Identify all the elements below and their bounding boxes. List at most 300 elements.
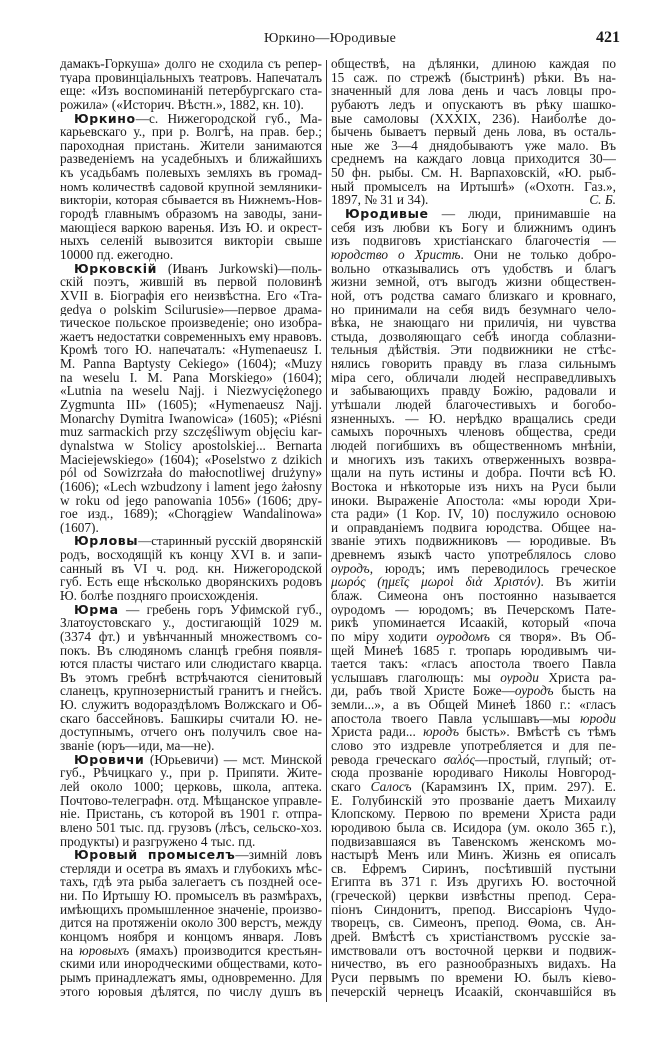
text-run: Руси первымъ по времени Ю. былъ кіево- <box>331 970 616 985</box>
italic-term: σαλός <box>443 752 475 767</box>
text-run: ся творя». Въ Об- <box>489 629 616 644</box>
text-line <box>331 234 616 248</box>
text-line <box>331 330 616 344</box>
text-line <box>331 821 616 835</box>
text-run: юродивою была св. Исидора (ум. около 365 г.), <box>331 820 616 835</box>
text-run: покъ. Въ слюдяномъ сланцѣ гребня появля- <box>60 643 322 658</box>
text-run: (Иванъ Jurkowski)—поль- <box>156 261 322 276</box>
text-run: доступнымъ, отчего онъ получилъ свое на- <box>60 725 322 740</box>
text-run: этого юровыя дѣлятся, по числу душъ въ <box>60 984 322 999</box>
text-line <box>60 466 322 480</box>
entry-headword-line <box>60 753 322 767</box>
text-line <box>60 343 322 357</box>
text-line <box>60 439 322 453</box>
entry-headword-line <box>60 603 322 617</box>
text-run: имѣющихъ промышленное значеніе, произво- <box>60 902 322 917</box>
text-line <box>60 807 322 821</box>
text-run: сланецъ, крупнозернистый гранитъ и гнейсъ. <box>60 684 322 699</box>
text-line <box>60 412 322 426</box>
text-run: —с. Нижегородской губ., Ма- <box>135 111 322 126</box>
text-line <box>60 357 322 371</box>
text-run: — гребень горъ Уфимской губ., <box>118 602 322 617</box>
text-run: званіе (юръ—иди, ма—не). <box>60 739 215 753</box>
text-run: вѣка, не знающаго ни приличія, ни чувства <box>331 316 616 330</box>
text-line <box>60 221 322 235</box>
text-line <box>60 835 322 849</box>
text-line <box>331 589 616 603</box>
text-run: карьевскаго у., при р. Волгѣ, на прав. бер.; <box>60 125 322 139</box>
text-run: ничество, въ его разнообразныхъ видахъ. На <box>331 957 616 971</box>
entry-headword: Юрловы <box>74 534 139 549</box>
text-run: губ. Есть еще нѣсколько дворянскихъ родовъ <box>60 575 322 589</box>
text-line <box>331 848 616 862</box>
text-line <box>60 712 322 726</box>
text-line <box>60 862 322 876</box>
text-line <box>331 507 616 521</box>
text-run: печерскій чернецъ Исаакій, скончавшійся въ <box>331 984 616 999</box>
text-run: Востока и нѣкоторые изъ нихъ на Руси были <box>331 479 616 494</box>
text-run: ревода греческаго <box>331 752 444 767</box>
text-line <box>331 275 616 289</box>
text-run: бысть на <box>553 684 616 699</box>
text-run: щей Минеѣ 1685 г. тропарь юродивымъ чи- <box>331 643 616 658</box>
text-run: званіе этихъ подвижниковъ — юродивые. Въ <box>331 534 616 549</box>
text-line <box>60 875 322 889</box>
text-run: 15 саж. по стрежѣ (быстринѣ) рѣки. Въ на- <box>331 70 616 85</box>
text-line <box>331 480 616 494</box>
running-title: Юркино—Юродивые <box>263 31 397 46</box>
entry-headword: Юрма <box>74 602 119 617</box>
text-run: и оправданіемъ подвига юродства. Общее на- <box>331 520 616 535</box>
text-line <box>60 903 322 917</box>
text-run: значенный для лова день и часъ ловцы про- <box>331 84 616 98</box>
text-run: Monarchy Dymitra Iwanowica» (1605); «Piésni <box>60 411 322 426</box>
text-run: на <box>60 943 80 958</box>
entry-headword-line <box>60 262 322 276</box>
text-run: санный въ VI ч. род. кн. Нижегородской <box>60 561 322 576</box>
text-line <box>331 439 616 453</box>
text-line <box>331 862 616 876</box>
text-line <box>60 139 322 153</box>
text-run: міра сего, обличали людей несправедливыхъ <box>331 370 616 385</box>
text-line <box>331 807 616 821</box>
text-line <box>331 903 616 917</box>
text-run: XVII в. Біографія его неизвѣстна. Его «Tra- <box>60 288 322 303</box>
text-line <box>60 985 322 999</box>
text-line <box>331 548 616 562</box>
entry-headword-line <box>60 534 322 548</box>
text-run: древнемъ языкѣ часто употреблялось слово <box>331 548 616 562</box>
text-run: мающіеся варкою варенья. Изъ Ю. и окрест- <box>60 220 322 235</box>
text-run: рикѣ упоминается Исаакій, который «поча <box>331 616 616 630</box>
text-run: ные же 3—4 днядобываютъ уже мало. Въ <box>331 138 616 153</box>
italic-term: Салосъ <box>370 779 412 794</box>
text-line <box>331 944 616 958</box>
text-line <box>60 739 322 753</box>
text-run: (ямахъ) производится крестьян- <box>129 943 322 958</box>
text-line <box>60 57 322 71</box>
italic-term: μωρός (ημεῖς μωροὶ διὰ Χριστόν) <box>331 575 541 589</box>
text-run: сюда прозваніе юродиваго Николы Новгород- <box>331 766 616 780</box>
text-line <box>60 507 322 521</box>
text-line <box>331 985 616 999</box>
text-line <box>60 548 322 562</box>
left-column <box>60 57 322 998</box>
entry-headword: Юрковскій <box>74 261 157 276</box>
text-run: w roku od jego panowania 1056» (1606; дру- <box>60 493 322 508</box>
text-line <box>331 180 616 194</box>
entry-headword: Юровый промыселъ <box>74 848 236 862</box>
text-line <box>331 794 616 808</box>
text-run: Maciejewskiego» (1604); «Poselstwo z dzikich <box>60 452 322 467</box>
text-line <box>331 562 616 576</box>
text-run: дрей. Вмѣстѣ съ христіанствомъ русскіе за- <box>331 930 616 944</box>
text-run: самыхъ порочныхъ членовъ общества, среди <box>331 425 616 439</box>
text-run: жаетъ недостатки современныхъ ему нравовъ. <box>60 329 322 344</box>
entry-headword: Юркино <box>74 111 136 126</box>
text-run: имствовали отъ восточной церкви и подвиж- <box>331 943 616 958</box>
text-run: pól od Sowizrzała do małocnotliwej drużyny» <box>60 466 322 480</box>
text-run: Zygmunta III» (1605); «Hymenaeusz Najj. <box>60 398 322 412</box>
text-run: творецъ, св. Симеонъ, препод. Θома, св. Ан- <box>331 916 616 930</box>
text-line <box>60 494 322 508</box>
text-line <box>331 357 616 371</box>
text-run: земли...», а въ Общей Минеѣ 1860 г.: «гласъ <box>331 698 616 712</box>
text-run: еще: «Изъ воспоминаній петербургскаго ста- <box>60 84 322 98</box>
text-run: gedya o polskim Scilurusie»—первое драма- <box>60 302 322 317</box>
text-run: язненныхъ. — Ю. нерѣдко вращались среди <box>331 411 616 426</box>
text-line <box>60 944 322 958</box>
text-line <box>331 152 616 166</box>
text-run: бысть». Вмѣстѣ съ тѣмъ <box>459 725 616 740</box>
text-run: оуродомъ — юродомъ; въ Печерскомъ Пате- <box>331 602 616 617</box>
text-run: продукты) и разгружено 4 тыс. пд. <box>60 834 256 849</box>
text-line <box>331 412 616 426</box>
text-run: влено 501 тыс. пд. грузовъ (лѣсъ, сельско-хоз. <box>60 820 322 835</box>
text-run: скаго <box>331 779 371 794</box>
text-run: (греческой) церкви извѣстны препод. Сера- <box>331 889 616 903</box>
text-line <box>331 57 616 71</box>
text-line <box>60 671 322 685</box>
text-run: городѣ главнымъ образомъ на заводы, зани- <box>60 207 322 221</box>
text-line <box>331 71 616 85</box>
entry-headword-line <box>331 207 616 221</box>
text-line <box>331 521 616 535</box>
text-line <box>60 725 322 739</box>
text-line <box>331 875 616 889</box>
text-run: лей около 1000; церковь, школа, аптека. <box>60 779 322 794</box>
text-line <box>331 316 616 330</box>
text-line <box>331 289 616 303</box>
text-run: . Они не только добро- <box>460 247 616 262</box>
text-run: — люди, принимавшіе на <box>428 207 616 221</box>
text-run: утѣшали людей благочестивыхъ и богобо- <box>331 398 616 412</box>
text-run: dynalstwa w Stolicy apostolskiej... Bernarta <box>60 438 322 453</box>
text-line <box>331 125 616 139</box>
text-line <box>331 494 616 508</box>
column-divider <box>326 60 327 1002</box>
text-run: тается такъ: «гласъ апостола твоего Павла <box>331 657 616 671</box>
text-line <box>60 575 322 589</box>
text-line <box>60 180 322 194</box>
text-line <box>331 971 616 985</box>
text-line <box>60 916 322 930</box>
text-line <box>331 384 616 398</box>
text-line <box>60 384 322 398</box>
text-run: —простый, глупый; от- <box>474 752 616 767</box>
text-line <box>331 616 616 630</box>
text-run: Христа ради... <box>331 725 424 740</box>
text-run: скаго бассейновъ. Башкиры считали Ю. не- <box>60 711 322 726</box>
text-run: но принимали на себя видъ безумнаго чело- <box>331 302 616 317</box>
text-run: (1607). <box>60 520 99 535</box>
text-run: рубаютъ ледъ и опускаютъ въ рѣку шашко- <box>331 97 616 112</box>
text-run: Кромѣ того Ю. напечаталъ: «Hymenaeusz I. <box>60 343 322 358</box>
text-run: людей погибшихъ въ общественномъ мнѣніи, <box>331 438 616 453</box>
text-run: (1606); «Lech wzbudzony i lament jego żałosny <box>60 479 322 494</box>
text-run: 10000 пд. ежегодно. <box>60 247 174 262</box>
text-run: Е. Голубинскій это прозваніе даетъ Михаилу <box>331 793 616 808</box>
text-line <box>331 698 616 712</box>
text-line <box>60 371 322 385</box>
text-run: щали на путь истины и добра. Почти всѣ Ю. <box>331 466 616 480</box>
text-line <box>60 84 322 98</box>
text-run: гое изд., 1689); «Chorągiew Wandalinowa» <box>60 507 322 521</box>
text-run: (Карамзинъ IX, прим. 297). Е. <box>411 779 616 794</box>
text-line <box>331 303 616 317</box>
text-run: (3374 фт.) и увѣнчанный множествомъ со- <box>60 629 322 644</box>
text-line <box>60 889 322 903</box>
italic-term: оуродомъ <box>436 629 490 644</box>
text-line <box>331 84 616 98</box>
text-line <box>331 534 616 548</box>
text-run: нялись говорить правду въ глаза сильнымъ <box>331 357 616 371</box>
text-run: рымъ принадлежатъ ямы, одновременно. Для <box>60 970 322 985</box>
text-line <box>331 343 616 357</box>
text-line <box>331 957 616 971</box>
text-line <box>331 916 616 930</box>
text-line <box>60 971 322 985</box>
text-line <box>331 657 616 671</box>
text-run: Златоустовскаго у., достигающій 1029 м. <box>60 616 322 630</box>
text-run: Египта въ 371 г. Изъ другихъ Ю. восточной <box>331 875 616 890</box>
entry-headword: Юровичи <box>74 752 145 767</box>
text-line <box>331 630 616 644</box>
text-run: Клопскому. Первою по времени Христа ради <box>331 807 616 821</box>
text-run: слово это издревле употребляется и для пе- <box>331 739 616 753</box>
text-run: номъ количествѣ садовой крупной земляники- <box>60 179 322 194</box>
text-line <box>60 152 322 166</box>
text-run: 50 фн. рыбы. См. Н. Варпаховскій, «Ю. рыб- <box>331 166 616 180</box>
text-run: Ю. служитъ водораздѣломъ Волжскаго и Об- <box>60 698 322 712</box>
entry-headword-line <box>60 848 322 862</box>
italic-term: оуроди <box>500 670 539 685</box>
text-run: бычень бываетъ первый день лова, въ осталь- <box>331 125 616 139</box>
text-line <box>60 562 322 576</box>
text-line <box>331 712 616 726</box>
text-line <box>60 193 322 207</box>
text-line <box>331 262 616 276</box>
text-line <box>331 889 616 903</box>
text-run: иноки. Выраженіе Апостола: «мы юроди Хри- <box>331 493 616 508</box>
text-run: muz sarmackich przy szczęśliwym objęciu kar- <box>60 425 322 439</box>
text-run: —старинный русскій дворянскій <box>138 534 322 549</box>
text-run: «Lutnia na weselu Najj. i Niezwyciężonego <box>60 384 322 399</box>
text-line <box>60 98 322 112</box>
text-line <box>60 930 322 944</box>
text-run: Ю. болѣе поздняго происхожденія. <box>60 588 259 603</box>
text-line <box>60 794 322 808</box>
entry-headword-line <box>60 112 322 126</box>
text-run: ни. По Иртышу Ю. промыселъ въ размѣрахъ, <box>60 889 322 903</box>
text-line <box>60 234 322 248</box>
text-run: . Въ житіи <box>540 575 616 589</box>
text-line <box>331 112 616 126</box>
text-run: св. Ефремъ Сиринъ, посѣтившій пустыни <box>331 861 616 876</box>
text-line <box>60 616 322 630</box>
text-run: M. Panna Baptysty Cekiego» (1604); «Muzy <box>60 357 322 371</box>
text-run: среднемъ на каждаго ловца приходится 30— <box>331 152 616 167</box>
text-line <box>60 289 322 303</box>
text-run: блаж. Симеона онъ постоянно называется <box>331 588 616 603</box>
text-line <box>60 303 322 317</box>
text-line <box>60 207 322 221</box>
text-line <box>331 603 616 617</box>
text-line <box>331 371 616 385</box>
text-line <box>331 753 616 767</box>
text-run: туара провинціальныхъ театровъ. Напечаталъ <box>60 70 322 85</box>
text-line <box>331 725 616 739</box>
text-run: Въ этомъ гребнѣ встрѣчаются сіенитовый <box>60 670 322 685</box>
text-run: разведеніемъ на усадебныхъ и ближайшихъ <box>60 152 322 167</box>
text-run: ста ради» (1 Кор. IV, 10) послужило основою <box>331 507 616 521</box>
italic-term: юроди <box>580 711 616 726</box>
text-line <box>60 766 322 780</box>
text-line <box>331 766 616 780</box>
text-line <box>60 71 322 85</box>
text-line <box>60 275 322 289</box>
text-run: скими или инородческими обществами, кото- <box>60 957 322 971</box>
text-run: Христа ра- <box>538 670 616 685</box>
author-signature: С. Б. <box>589 193 616 208</box>
text-run: себя изъ любви къ Богу и ближнимъ одинъ <box>331 220 616 235</box>
text-run: обществѣ, на дѣлянки, длиною каждая по <box>331 57 616 71</box>
text-line <box>60 821 322 835</box>
text-run: вольно отказывались отъ удобствъ и благъ <box>331 261 616 276</box>
text-run: дамакъ-Горкуша» долго не сходила съ репер- <box>60 57 322 71</box>
text-line <box>60 684 322 698</box>
text-run: дится на протяженіи около 300 верстъ, между <box>60 916 322 930</box>
text-run: тахъ, гдѣ эта рыба залегаетъ съ поздней осе- <box>60 875 322 890</box>
text-line <box>331 930 616 944</box>
text-line <box>331 221 616 235</box>
right-column <box>331 57 616 998</box>
text-line <box>331 139 616 153</box>
text-line <box>60 630 322 644</box>
text-line <box>331 739 616 753</box>
text-run: ный промыселъ на Иртышѣ» («Охотн. Газ.», <box>331 179 616 194</box>
page-number: 421 <box>596 29 620 46</box>
text-line <box>331 671 616 685</box>
text-run: изъ подвиговъ христіанскаго благочестія — <box>331 234 616 248</box>
text-run: ніе. Пристань, съ которой въ 1901 г. отпра- <box>60 807 322 821</box>
text-run: 1897, № 31 и 34). <box>331 193 429 208</box>
text-line <box>60 248 322 262</box>
entry-headword: Юродивые <box>345 207 429 221</box>
text-line <box>331 248 616 262</box>
text-run: услышавъ глаголющъ: мы <box>331 670 501 685</box>
text-line <box>331 835 616 849</box>
text-run: по міру ходити <box>331 629 437 644</box>
text-run: губ., Рѣчицкаго у., при р. Припяти. Жите- <box>60 766 322 780</box>
text-line <box>331 644 616 658</box>
text-line <box>331 166 616 180</box>
text-line <box>60 425 322 439</box>
text-run: тельныя дѣйствія. Эти подвижники не стѣс- <box>331 343 616 358</box>
text-line <box>60 453 322 467</box>
text-run: ются пласты чистаго или слюдистаго кварца. <box>60 657 322 671</box>
text-run: апостола твоего Павла услышавъ—мы <box>331 711 581 726</box>
italic-term: юродство о Христѣ <box>331 247 461 262</box>
text-line <box>60 589 322 603</box>
text-line <box>60 480 322 494</box>
text-run: стерляди и осетра въ ямахъ и глубокихъ мѣс- <box>60 861 322 876</box>
text-run: , юродъ; имъ переводилось греческое <box>369 561 616 576</box>
italic-term: оуродъ <box>331 561 370 576</box>
text-line <box>331 425 616 439</box>
text-run: и многихъ изъ такихъ отверженныхъ возвра- <box>331 452 616 467</box>
text-line <box>60 330 322 344</box>
text-line <box>60 657 322 671</box>
text-line <box>60 698 322 712</box>
text-run: настырѣ Менъ или Минъ. Жизнь ея описалъ <box>331 848 616 862</box>
text-line <box>331 398 616 412</box>
text-line <box>60 316 322 330</box>
text-line <box>60 780 322 794</box>
text-run: вые самоловы (XXXIX, 236). Наиболѣе до- <box>331 111 616 126</box>
text-run: викторіи, которая сбывается въ Нижнемъ-Нов- <box>60 193 322 208</box>
text-run: na weselu I. M. Pana Morskiego» (1604); <box>60 370 322 385</box>
text-run: родъ, восходящій къ концу XVI в. и запи- <box>60 548 322 562</box>
text-line <box>60 125 322 139</box>
text-run: концомъ ноября и концомъ января. Ловъ <box>60 930 322 944</box>
text-run: рожила» («Историч. Вѣстн.», 1882, кн. 10). <box>60 97 304 112</box>
text-line <box>331 193 616 207</box>
text-run: къ усадьбамъ полевыхъ земляхъ въ громад- <box>60 166 322 180</box>
text-run: ной, отъ родства самаго близкаго и кровнаго, <box>331 288 616 303</box>
italic-term: юровыхъ <box>79 943 130 958</box>
text-run: піонъ Синдонитъ, препод. Виссаріонъ Чудо- <box>331 902 616 917</box>
text-line <box>331 466 616 480</box>
text-line <box>60 957 322 971</box>
text-line <box>60 166 322 180</box>
text-run: подвизавшаяся въ Тавенскомъ женскомъ мо- <box>331 834 616 849</box>
text-line <box>331 684 616 698</box>
text-run: тическое польское произведеніе; оно изобра- <box>60 316 322 330</box>
text-run: ныхъ селеній вывозится викторіи свыше <box>60 234 322 248</box>
text-line <box>331 780 616 794</box>
italic-term: оуродъ <box>514 684 554 699</box>
text-line <box>60 644 322 658</box>
text-run: ди, рабъ твой Христе Боже— <box>331 684 515 699</box>
text-run: Почтово-телеграфн. отд. Мѣщанское управле- <box>60 793 322 808</box>
text-run: жизни земной, отъ выгодъ жизни обществен- <box>331 275 616 289</box>
text-run: стыда, дозволяющаго себѣ иногда соблазни- <box>331 329 616 344</box>
text-run: (Юрьевичи) — мст. Минской <box>144 752 322 767</box>
text-run: пароходная пристань. Жители занимаются <box>60 138 322 153</box>
text-line <box>331 98 616 112</box>
text-run: скій поэтъ, жившій въ первой половинѣ <box>60 275 322 289</box>
